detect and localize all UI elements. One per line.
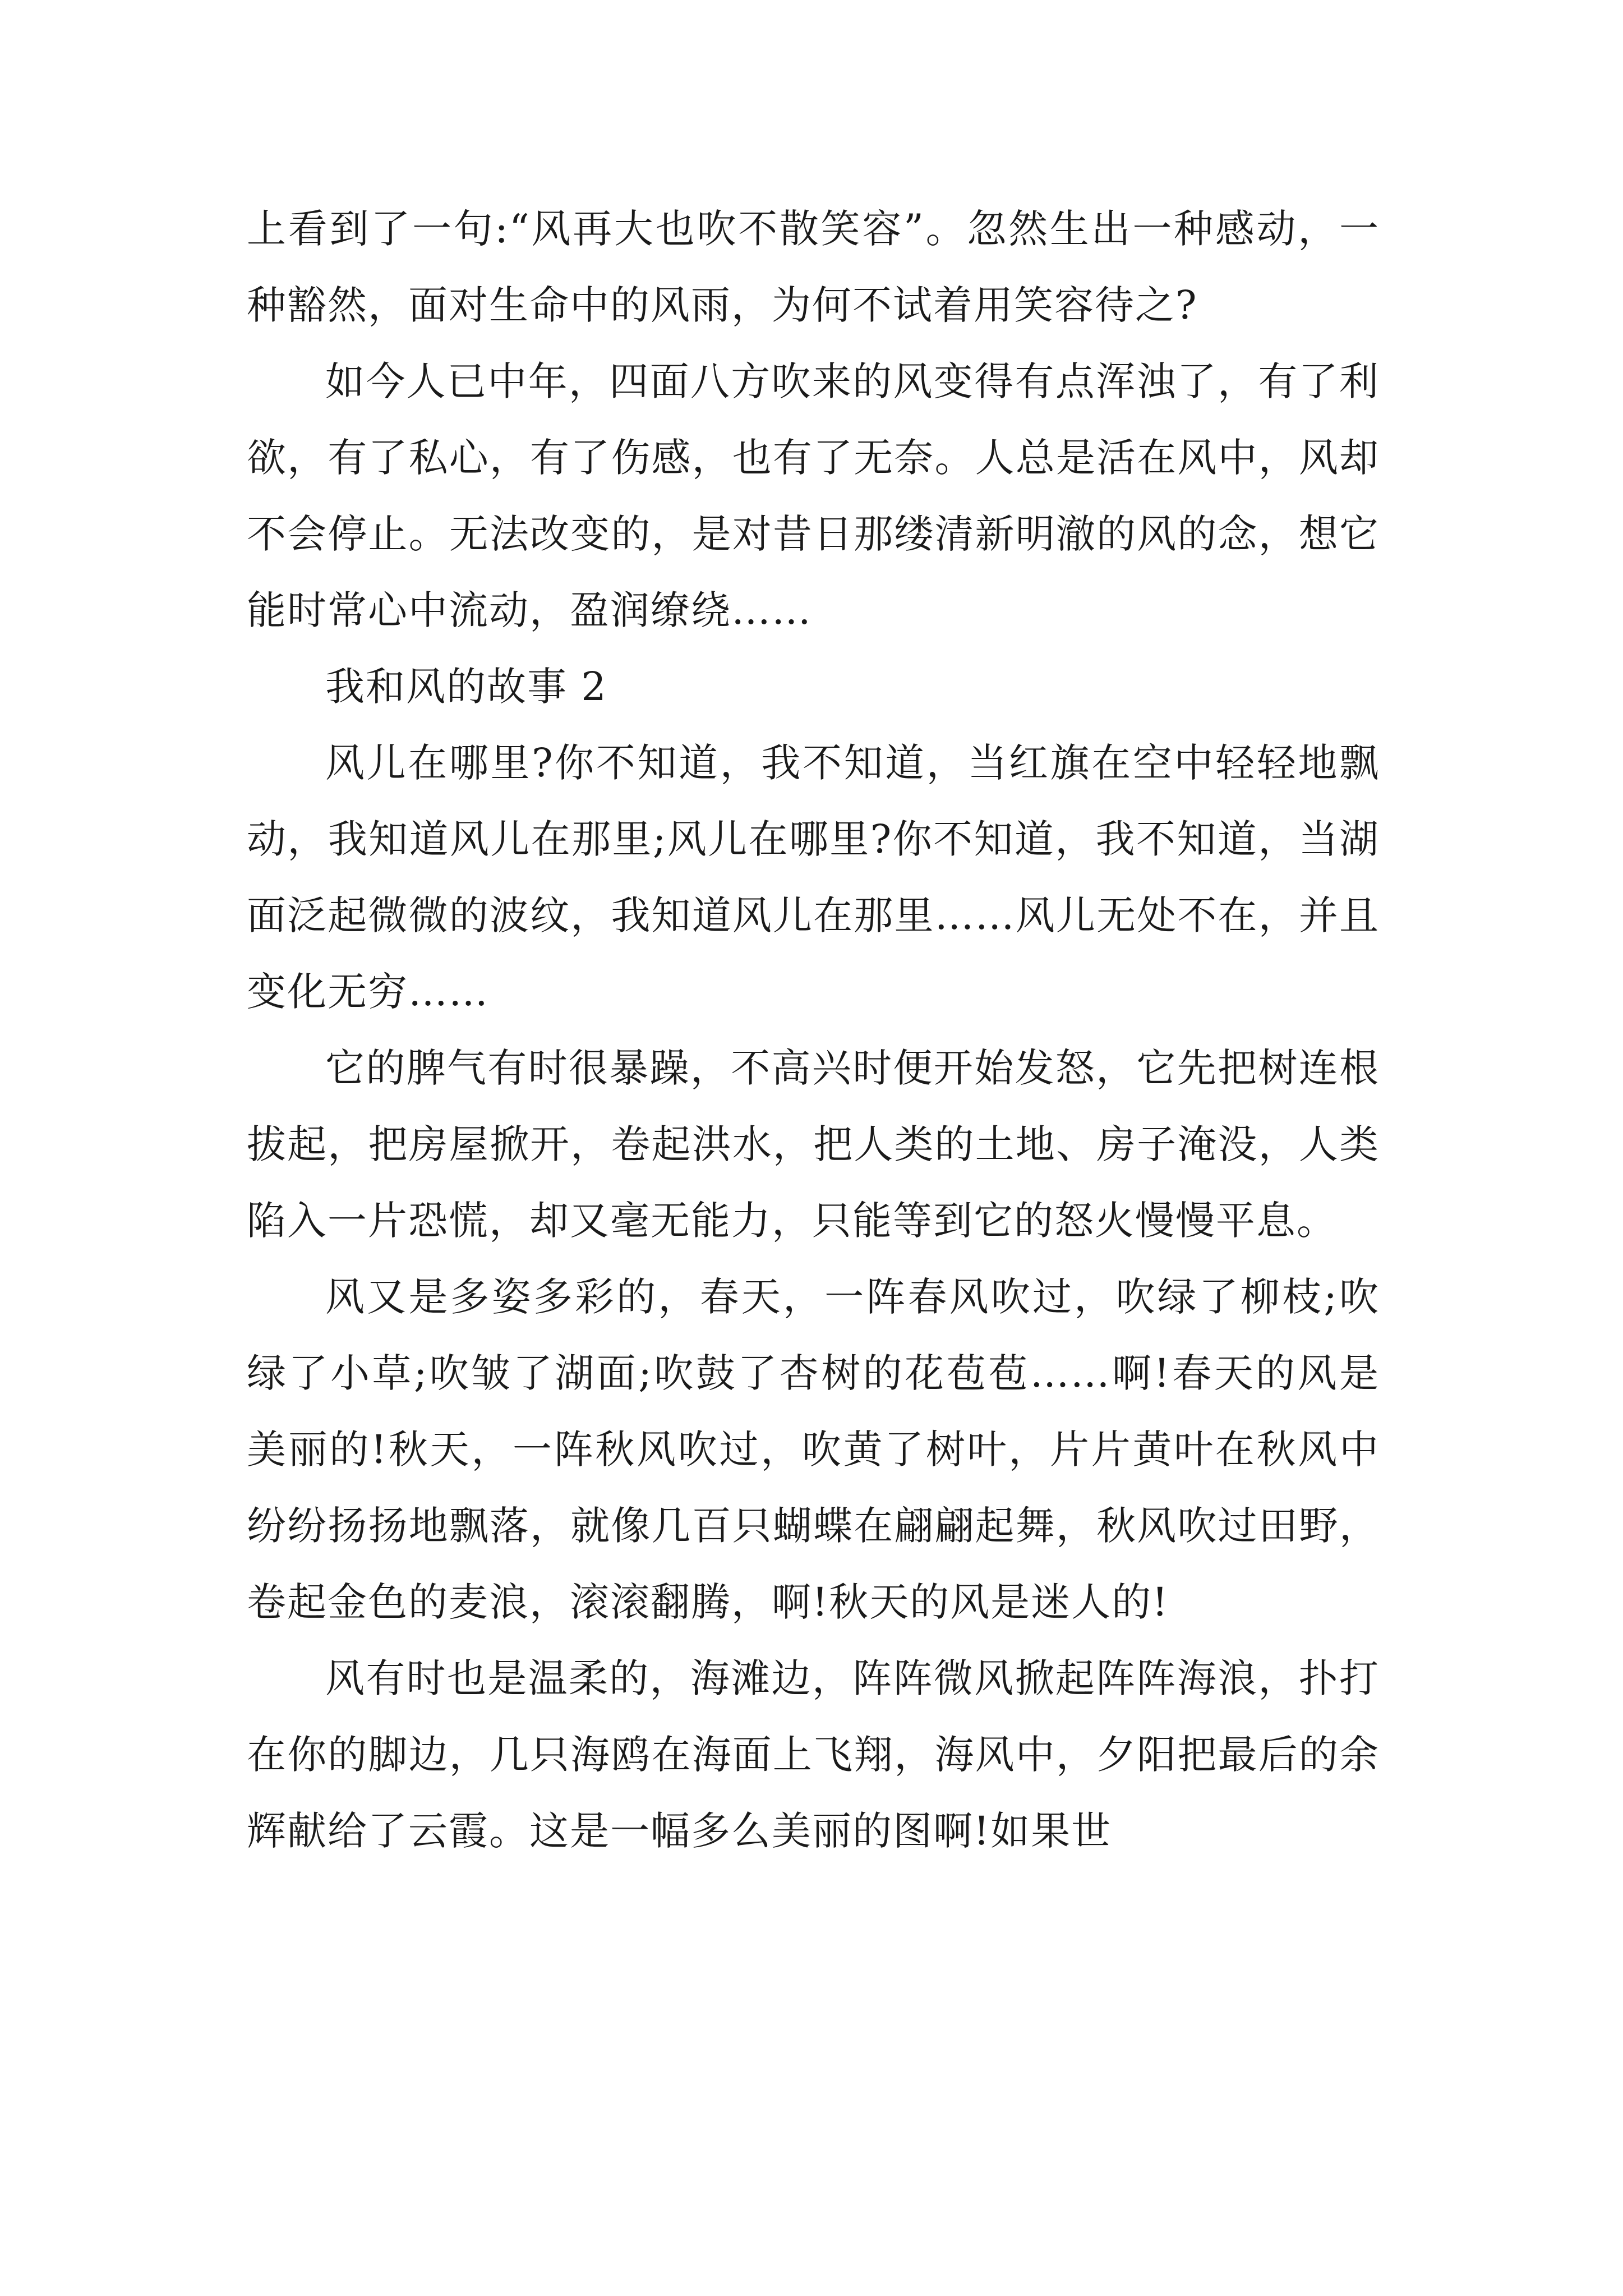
document-body <box>247 191 1380 1869</box>
paragraph: 如今人已中年，四面八方吹来的风变得有点浑浊了，有了利欲，有了私心，有了伤感，也有了无奈。人总是活在风中，风却不会停止。无法改变的，是对昔日那缕清新明澈的风的念，想它能时常心中流动，盈润缭绕…… <box>247 358 1380 633</box>
paragraph: 风儿在哪里?你不知道，我不知道，当红旗在空中轻轻地飘动，我知道风儿在那里;风儿在哪里?你不知道，我不知道，当湖面泛起微微的波纹，我知道风儿在那里……风儿无处不在，并且变化无穷…… <box>247 740 1380 1015</box>
paragraph: 它的脾气有时很暴躁，不高兴时便开始发怒，它先把树连根拔起，把房屋掀开，卷起洪水，把人类的土地、房子淹没，人类陷入一片恐慌，却又毫无能力，只能等到它的怒火慢慢平息。 <box>247 1045 1380 1244</box>
section-heading: 我和风的故事 2 <box>325 664 607 710</box>
paragraph: 风有时也是温柔的，海滩边，阵阵微风掀起阵阵海浪，扑打在你的脚边，几只海鸥在海面上飞翔，海风中，夕阳把最后的余辉献给了云霞。这是一幅多么美丽的图啊!如果世 <box>247 1655 1380 1854</box>
paragraph: 风又是多姿多彩的，春天，一阵春风吹过，吹绿了柳枝;吹绿了小草;吹皱了湖面;吹鼓了杏树的花苞苞……啊!春天的风是美丽的!秋天，一阵秋风吹过，吹黄了树叶，片片黄叶在秋风中纷纷扬扬地飘落，就像几百只蝴蝶在翩翩起舞，秋风吹过田野，卷起金色的麦浪，滚滚翻腾，啊!秋天的风是迷人的! <box>247 1274 1380 1625</box>
paragraph-continuation: 上看到了一句:“风再大也吹不散笑容”。忽然生出一种感动，一种豁然，面对生命中的风雨，为何不试着用笑容待之? <box>247 206 1380 328</box>
